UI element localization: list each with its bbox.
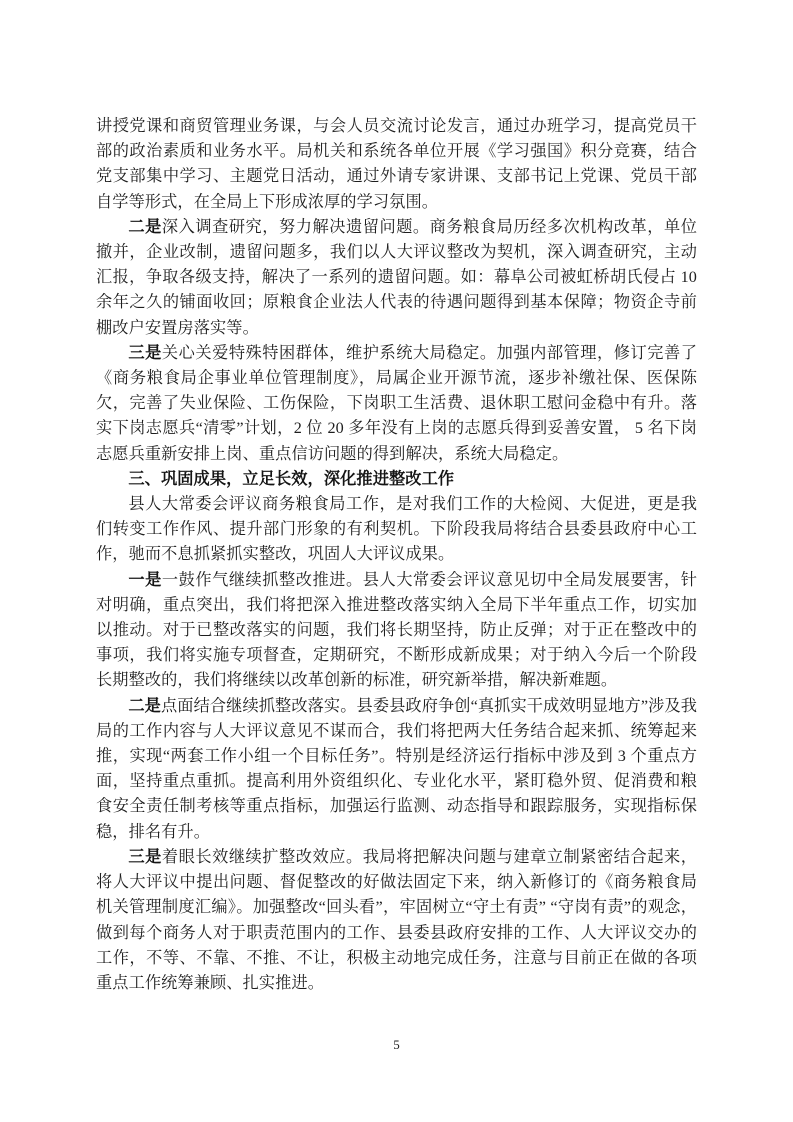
paragraph-lead: 二是: [128, 696, 161, 715]
paragraph-lead: 二是: [128, 217, 162, 236]
paragraph-lead: 三是: [128, 343, 162, 362]
document-body: [96, 114, 697, 996]
paragraph: 讲授党课和商贸管理业务课，与会人员交流讨论发言，通过办班学习，提高党员干部的政治素质和业务水平。局机关和系统各单位开展《学习强国》积分竞赛，结合党支部集中学习、主题党日活动，通过外请专家讲课、支部书记上党课、党员干部自学等形式，在全局上下形成浓厚的学习氛围。: [96, 117, 697, 211]
paragraph: 二是点面结合继续抓整改落实。县委县政府争创“真抓实干成效明显地方”涉及我局的工作内容与人大评议意见不谋而合，我们将把两大任务结合起来抓、统筹起来推，实现“两套工作小组一个目标任务”。特别是经济运行指标中涉及到 3 个重点方面，坚持重点重抓。提高利用外资组织化、专业化水平，紧盯稳外贸、促消费和粮食安全责任制考核等重点指标，加强运行监测、动态指导和跟踪服务，实现指标保稳，排名有升。: [96, 696, 697, 841]
paragraph: 二是深入调查研究，努力解决遗留问题。商务粮食局历经多次机构改革，单位撤并，企业改制，遗留问题多，我们以人大评议整改为契机，深入调查研究，主动汇报，争取各级支持，解决了一系列的遗留问题。如：幕阜公司被虹桥胡氏侵占 10 余年之久的铺面收回；原粮食企业法人代表的待遇问题得到基本保障；物资企寺前棚改户安置房落实等。: [96, 217, 698, 337]
page-number: 5: [393, 1037, 400, 1052]
paragraph-lead: 三是: [128, 847, 162, 866]
section-heading: 三、巩固成果，立足长效，深化推进整改工作: [128, 469, 455, 488]
paragraph: 三是关心关爱特殊特困群体，维护系统大局稳定。加强内部管理，修订完善了《商务粮食局企事业单位管理制度》，局属企业开源节流，逐步补缴社保、医保陈欠，完善了失业保险、工伤保险，下岗职工生活费、退休职工慰问金稳中有升。落实下岗志愿兵“清零”计划，2 位 20 多年没有上岗的志愿兵得到妥善安置， 5 名下岗志愿兵重新安排上岗、重点信访问题的得到解决，系统大局稳定。: [96, 343, 698, 463]
paragraph: 一是一鼓作气继续抓整改推进。县人大常委会评议意见切中全局发展要害，针对明确，重点突出，我们将把深入推进整改落实纳入全局下半年重点工作，切实加以推动。对于已整改落实的问题，我们将长期坚持，防止反弹；对于正在整改中的事项，我们将实施专项督查，定期研究，不断形成新成果；对于纳入今后一个阶段长期整改的，我们将继续以改革创新的标准，研究新举措，解决新难题。: [96, 570, 698, 690]
paragraph: 三是着眼长效继续扩整改效应。我局将把解决问题与建章立制紧密结合起来，将人大评议中提出问题、督促整改的好做法固定下来，纳入新修订的《商务粮食局机关管理制度汇编》。加强整改“回头看”，牢固树立“守土有责” “守岗有责”的观念，做到每个商务人对于职责范围内的工作、县委县政府安排的工作、人大评议交办的工作，不等、不靠、不推、不让，积极主动地完成任务，注意与目前正在做的各项重点工作统筹兼顾、扎实推进。: [96, 847, 698, 992]
paragraph-lead: 一是: [128, 570, 162, 589]
paragraph: 县人大常委会评议商务粮食局工作，是对我们工作的大检阅、大促进，更是我们转变工作作风、提升部门形象的有利契机。下阶段我局将结合县委县政府中心工作，驰而不息抓紧抓实整改，巩固人大评议成果。: [96, 495, 697, 564]
